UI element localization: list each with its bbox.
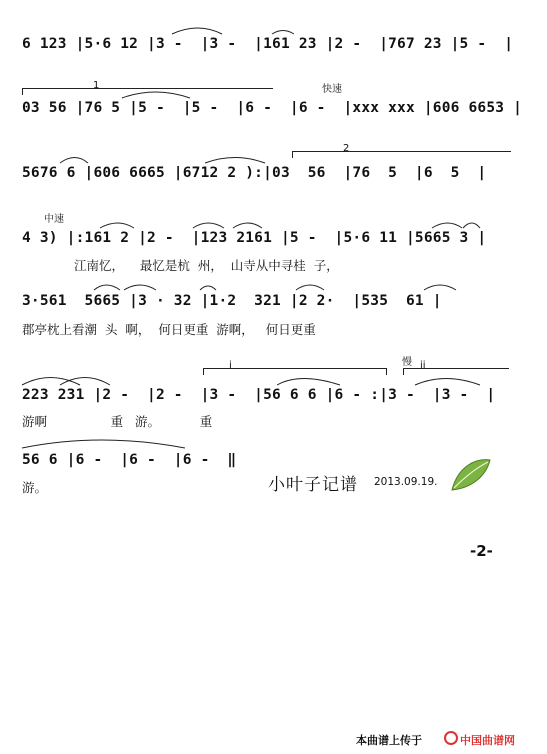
lyrics-line-6: 游啊 重 游。 重 (22, 414, 213, 429)
volta-2-label: 2 (343, 143, 350, 154)
tempo-fast: 快速 (322, 84, 342, 95)
score-line-3: 5676 6 |606 6665 |6712 2 ):|03 56 |76 5 |6 5 | (22, 165, 487, 181)
score-line-4: 4 3) |:161 2 |2 - |123 2161 |5 - |5·6 11 |5665 3 | (22, 230, 487, 246)
transcription-date: 2013.09.19. (374, 476, 438, 488)
tempo-slow: 慢 (402, 357, 412, 368)
lyrics-line-4: 江南忆， 最忆是杭 州， 山寺从中寻桂 子， (74, 258, 339, 273)
lyrics-line-7: 游。 (22, 480, 48, 495)
ending-i-label: i (229, 360, 232, 371)
score-line-6: 223 231 |2 - |2 - |3 - |56 6 6 |6 - :|3 - |3 - | (22, 387, 496, 403)
tempo-medium: 中速 (44, 214, 64, 225)
volta-2-bracket (292, 151, 511, 158)
transcriber-signature: 小叶子记谱 (268, 475, 358, 495)
volta-1-bracket (22, 88, 273, 95)
ending-ii-bracket (403, 368, 509, 375)
score-line-7: 56 6 |6 - |6 - |6 - ‖ (22, 452, 237, 468)
lyrics-line-5: 郡亭枕上看潮 头 啊， 何日更重 游啊， 何日更重 (22, 322, 316, 337)
footer-text: 本曲谱上传于 (356, 734, 422, 747)
volta-1-label: 1 (93, 80, 100, 91)
footer-site[interactable]: 中国曲谱网 (460, 734, 515, 747)
green-leaf-icon (448, 456, 492, 492)
site-logo-icon (444, 731, 458, 745)
score-line-2: 03 56 |76 5 |5 - |5 - |6 - |6 - |xxx xxx |606 6653 | (22, 100, 523, 116)
score-line-5: 3·561 5665 |3 · 32 |1·2 321 |2 2· |535 61 | (22, 293, 442, 309)
score-line-1: 6 123 |5·6 12 |3 - |3 - |161 23 |2 - |767 23 |5 - | (22, 36, 514, 52)
page-number: -2- (470, 542, 493, 560)
ending-ii-label: ii (420, 360, 426, 371)
